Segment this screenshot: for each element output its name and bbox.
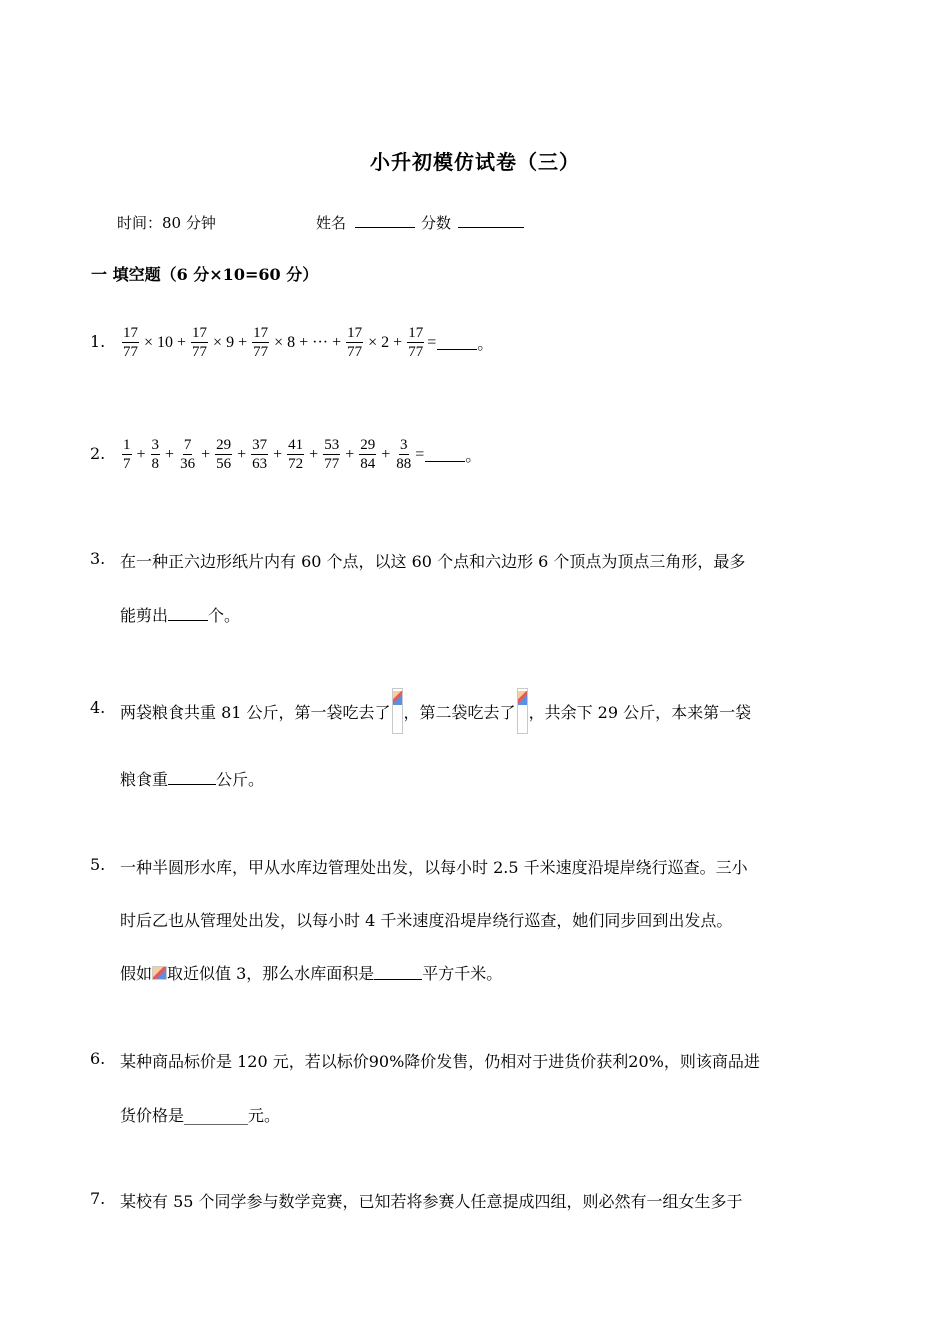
plus-operator: + xyxy=(237,445,247,463)
fraction xyxy=(252,325,269,360)
denominator: 77 xyxy=(408,344,424,360)
numerator: 7 xyxy=(183,437,192,453)
q6-number: 6. xyxy=(90,1049,106,1068)
numerator: 3 xyxy=(400,437,408,453)
q3-number: 3. xyxy=(90,549,106,568)
pi-image-icon xyxy=(152,966,167,980)
numerator: 37 xyxy=(252,437,268,453)
plus-operator: + xyxy=(273,445,283,463)
fraction xyxy=(215,437,232,472)
plus-operator: + xyxy=(381,445,391,463)
numerator: 3 xyxy=(151,437,160,453)
q5-number: 5. xyxy=(90,855,106,874)
fraction xyxy=(407,325,424,360)
denominator: 8 xyxy=(151,456,160,472)
denominator: 36 xyxy=(180,456,196,472)
denominator: 84 xyxy=(360,456,376,472)
q5-line3-a: 假如 xyxy=(120,964,153,983)
q4-line2-b: 公斤。 xyxy=(216,770,265,789)
denominator: 77 xyxy=(253,344,269,360)
fraction xyxy=(122,325,139,360)
denominator: 63 xyxy=(252,456,268,472)
denominator: 77 xyxy=(324,456,340,472)
q1-number: 1. xyxy=(90,332,106,351)
q4-line2 xyxy=(120,767,264,790)
denominator: 7 xyxy=(123,456,131,472)
q3-line2 xyxy=(120,603,240,626)
q4-answer-blank[interactable] xyxy=(168,770,216,785)
operator: × 2 + xyxy=(368,333,403,351)
q5-line2: 时后乙也从管理处出发，以每小时 4 千米速度沿堤岸绕行巡查，她们同步回到出发点。 xyxy=(120,911,733,930)
numerator: 17 xyxy=(347,325,363,341)
q2-tail: 。 xyxy=(465,446,482,465)
q1-expression: $\frac{17}{77}$ × 10 + $\frac{17}{77}$ × 9 + $\frac{17}{77}$ × 8 + ··· + $\frac{17}{77}$ × 2 + $\frac{17}{77}$ = 。 xyxy=(123,325,494,360)
plus-operator: + xyxy=(345,445,355,463)
numerator: 17 xyxy=(253,325,269,341)
q3-line1: 在一种正六边形纸片内有 60 个点，以这 60 个点和六边形 6 个顶点为顶点三角形，最多 xyxy=(120,552,746,571)
score-label: 分数 xyxy=(421,214,452,232)
denominator: 77 xyxy=(123,344,138,360)
name-field xyxy=(316,212,415,233)
q5-line3 xyxy=(120,961,502,984)
q4-line2-a: 粮食重 xyxy=(120,770,169,789)
operator: × 8 + ··· + xyxy=(274,333,342,351)
q5-line3-c: 平方千米。 xyxy=(422,964,503,983)
fraction xyxy=(346,325,363,360)
q2-expression: $\frac{1}{7}$ + $\frac{3}{8}$ + $\frac{7}{36}$ + $\frac{29}{56}$ + $\frac{37}{63}$ + $\frac{41}{72}$ + $\frac{53}{77}$ + $\frac{29}{84}$ + $\frac{3}{88}$ = 。 xyxy=(123,437,482,472)
denominator: 77 xyxy=(192,344,208,360)
q3-answer-blank[interactable] xyxy=(168,606,208,621)
numerator: 53 xyxy=(324,437,340,453)
numerator: 29 xyxy=(216,437,232,453)
fraction xyxy=(122,437,132,472)
fraction xyxy=(179,437,196,472)
fraction-image-icon xyxy=(517,688,528,734)
denominator: 88 xyxy=(396,456,412,472)
plus-operator: + xyxy=(165,445,175,463)
page-title: 小升初模仿试卷（三） xyxy=(370,150,580,174)
fraction-image-icon xyxy=(392,688,403,734)
q2-number: 2. xyxy=(90,444,106,463)
numerator: 29 xyxy=(360,437,376,453)
q3-line2-a: 能剪出 xyxy=(120,606,169,625)
q4-line1-c: ，共余下 29 公斤，本来第一袋 xyxy=(528,702,752,722)
numerator: 17 xyxy=(192,325,208,341)
q4-line1-a: 两袋粮食共重 81 公斤，第一袋吃去了 xyxy=(120,702,391,722)
denominator: 77 xyxy=(347,344,363,360)
fraction xyxy=(395,437,412,472)
name-label: 姓名 xyxy=(316,214,347,232)
q3-line2-b: 个。 xyxy=(208,606,241,625)
score-field xyxy=(421,212,524,233)
denominator: 56 xyxy=(216,456,232,472)
numerator: 17 xyxy=(408,325,424,341)
plus-operator: + xyxy=(309,445,319,463)
q1-answer-blank[interactable] xyxy=(437,335,477,350)
name-blank[interactable] xyxy=(355,213,415,228)
q2-answer-blank[interactable] xyxy=(425,447,465,462)
q6-line1: 某种商品标价是 120 元，若以标价90%降价发售，仍相对于进货价获利20%，则该商品进 xyxy=(120,1052,760,1071)
q7-number: 7. xyxy=(90,1189,106,1208)
q4-line1 xyxy=(120,688,751,734)
plus-operator: + xyxy=(201,445,211,463)
operator: × 10 + xyxy=(144,333,187,351)
fraction xyxy=(191,325,208,360)
q1-tail: 。 xyxy=(477,334,494,353)
q6-line2: 货价格是________元。 xyxy=(120,1106,281,1125)
fraction xyxy=(251,437,268,472)
numerator: 41 xyxy=(288,437,304,453)
denominator: 72 xyxy=(288,456,304,472)
q5-line1: 一种半圆形水库，甲从水库边管理处出发，以每小时 2.5 千米速度沿堤岸绕行巡查。三小 xyxy=(120,858,748,877)
q7-line1: 某校有 55 个同学参与数学竞赛，已知若将参赛人任意提成四组，则必然有一组女生多于 xyxy=(120,1192,743,1211)
operator: × 9 + xyxy=(213,333,248,351)
numerator: 17 xyxy=(123,325,138,341)
plus-operator: + xyxy=(136,445,146,463)
q5-answer-blank[interactable] xyxy=(374,965,422,980)
section-heading: 一 填空题（6 分×10=60 分） xyxy=(91,265,319,284)
score-blank[interactable] xyxy=(458,213,524,228)
fraction xyxy=(323,437,340,472)
numerator: 1 xyxy=(123,437,131,453)
q4-line1-b: ，第二袋吃去了 xyxy=(403,702,516,722)
fraction xyxy=(151,437,161,472)
time-label: 时间：80 分钟 xyxy=(117,214,216,232)
fraction xyxy=(287,437,304,472)
fraction xyxy=(359,437,376,472)
q5-line3-b: 取近似值 3，那么水库面积是 xyxy=(167,964,375,983)
q4-number: 4. xyxy=(90,698,106,717)
